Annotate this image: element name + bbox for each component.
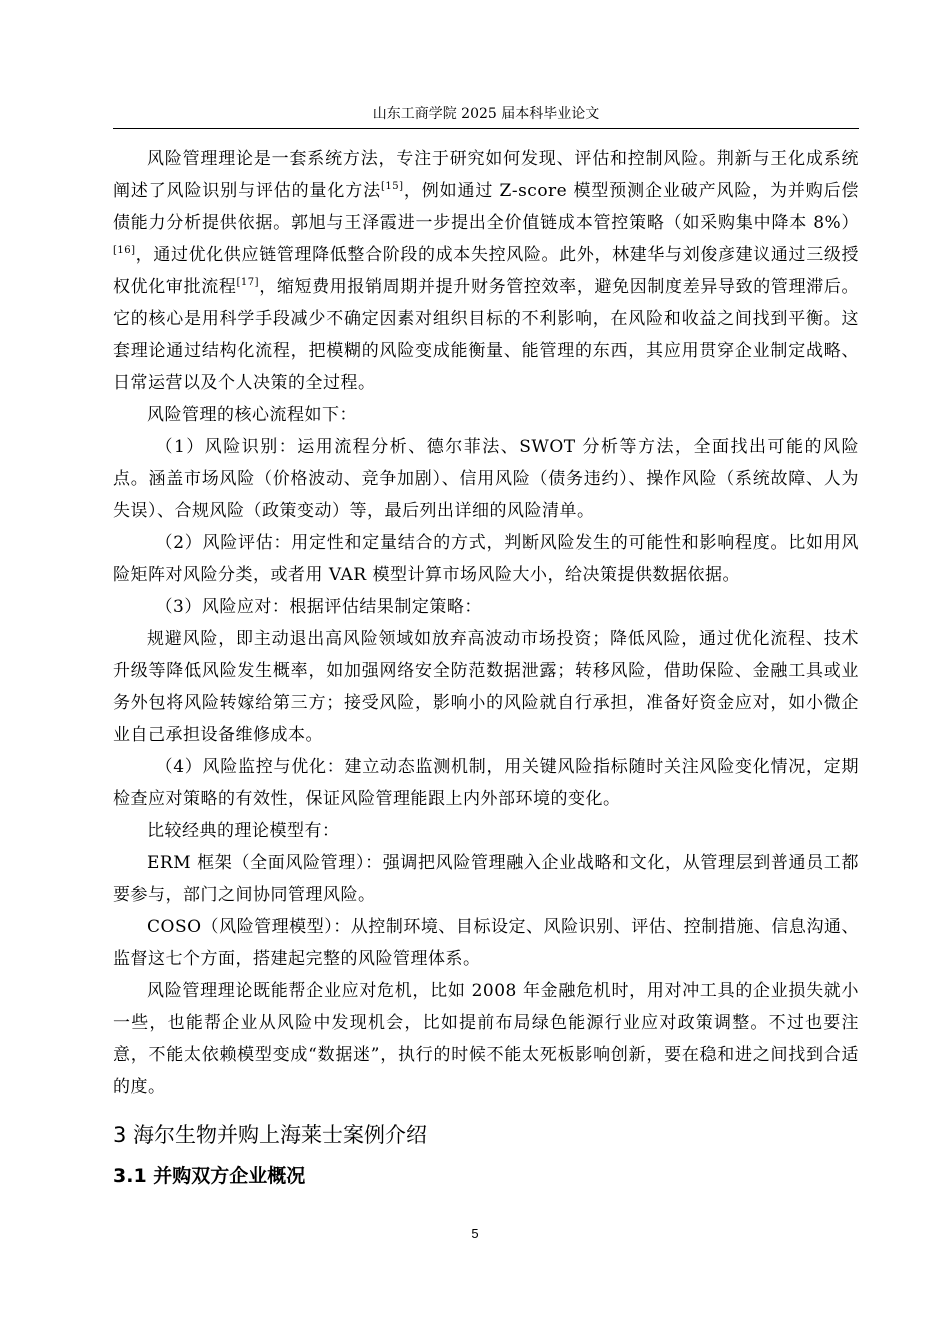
subsection-heading: 3.1 并购双方企业概况 [113, 1165, 306, 1187]
paragraph-classic-models: 比较经典的理论模型有： [147, 821, 340, 841]
section-heading: 3 海尔生物并购上海莱士案例介绍 [113, 1123, 428, 1147]
paragraph-coso-model: COSO（风险管理模型）：从控制环境、目标设定、风险识别、评估、控制措施、信息沟通、监督这七个方面，搭建起完整的风险管理体系。 [113, 917, 859, 969]
body-text [113, 143, 859, 1193]
paragraph-text: ，缩短费用报销周期并提升财务管控效率，避免因制度差异导致的管理滞后。它的核心是用科学手段减少不确定因素对组织目标的不利影响，在风险和收益之间找到平衡。这套理论通过结构化流程，把模糊的风险变成能衡量、能管理的东西，其应用贯穿企业制定战略、日常运营以及个人决策的全过程。 [113, 277, 860, 393]
paragraph-text: ，例如通过 Z-score 模型预测企业破产风险，为并购后偿债能力分析提供依据。郭旭与王泽霞进一步提出全价值链成本管控策略（如采购集中降本 8%） [113, 181, 860, 233]
running-header: 山东工商学院 2025 届本科毕业论文 [372, 106, 600, 122]
paragraph-risk-monitoring: （4）风险监控与优化：建立动态监测机制，用关键风险指标随时关注风险变化情况，定期检查应对策略的有效性，保证风险管理能跟上内外部环境的变化。 [113, 757, 859, 809]
paragraph-text: 风险管理理论是一套系统方法，专注于研究如何发现、评估和控制风险。荆新与王化成系统阐述了风险识别与评估的量化方法 [113, 149, 859, 201]
paragraph-risk-identification: （1）风险识别：运用流程分析、德尔菲法、SWOT 分析等方法，全面找出可能的风险点。涵盖市场风险（价格波动、竞争加剧）、信用风险（债务违约）、操作风险（系统故障、人为失误）、合规风险（政策变动）等，最后列出详细的风险清单。 [113, 437, 859, 521]
citation-ref: [16] [113, 245, 136, 256]
paragraph-risk-theory [113, 143, 859, 399]
paragraph-erm-framework: ERM 框架（全面风险管理）：强调把风险管理融入企业战略和文化，从管理层到普通员工都要参与，部门之间协同管理风险。 [113, 853, 859, 905]
header-rule [113, 128, 859, 129]
paragraph-risk-assessment: （2）风险评估：用定性和定量结合的方式，判断风险发生的可能性和影响程度。比如用风险矩阵对风险分类，或者用 VAR 模型计算市场风险大小，给决策提供数据依据。 [113, 533, 859, 585]
paragraph-response-strategies: 规避风险，即主动退出高风险领域如放弃高波动市场投资；降低风险，通过优化流程、技术升级等降低风险发生概率，如加强网络安全防范数据泄露；转移风险，借助保险、金融工具或业务外包将风险转嫁给第三方；接受风险，影响小的风险就自行承担，准备好资金应对，如小微企业自己承担设备维修成本。 [113, 629, 859, 745]
paragraph-text: ，通过优化供应链管理降低整合阶段的成本失控风险。此外，林建华与刘俊彦建议通过三级授权优化审批流程 [113, 245, 859, 297]
citation-ref: [17] [236, 277, 260, 288]
citation-ref: [15] [381, 181, 404, 192]
page-number: 5 [471, 1226, 479, 1241]
paragraph-risk-response: （3）风险应对：根据评估结果制定策略： [155, 597, 482, 617]
paragraph-conclusion: 风险管理理论既能帮企业应对危机，比如 2008 年金融危机时，用对冲工具的企业损失就小一些，也能帮企业从风险中发现机会，比如提前布局绿色能源行业应对政策调整。不过也要注意，不能太依赖模型变成“数据迷”，执行的时候不能太死板影响创新，要在稳和进之间找到合适的度。 [113, 981, 859, 1097]
paragraph-core-process: 风险管理的核心流程如下： [147, 405, 357, 425]
